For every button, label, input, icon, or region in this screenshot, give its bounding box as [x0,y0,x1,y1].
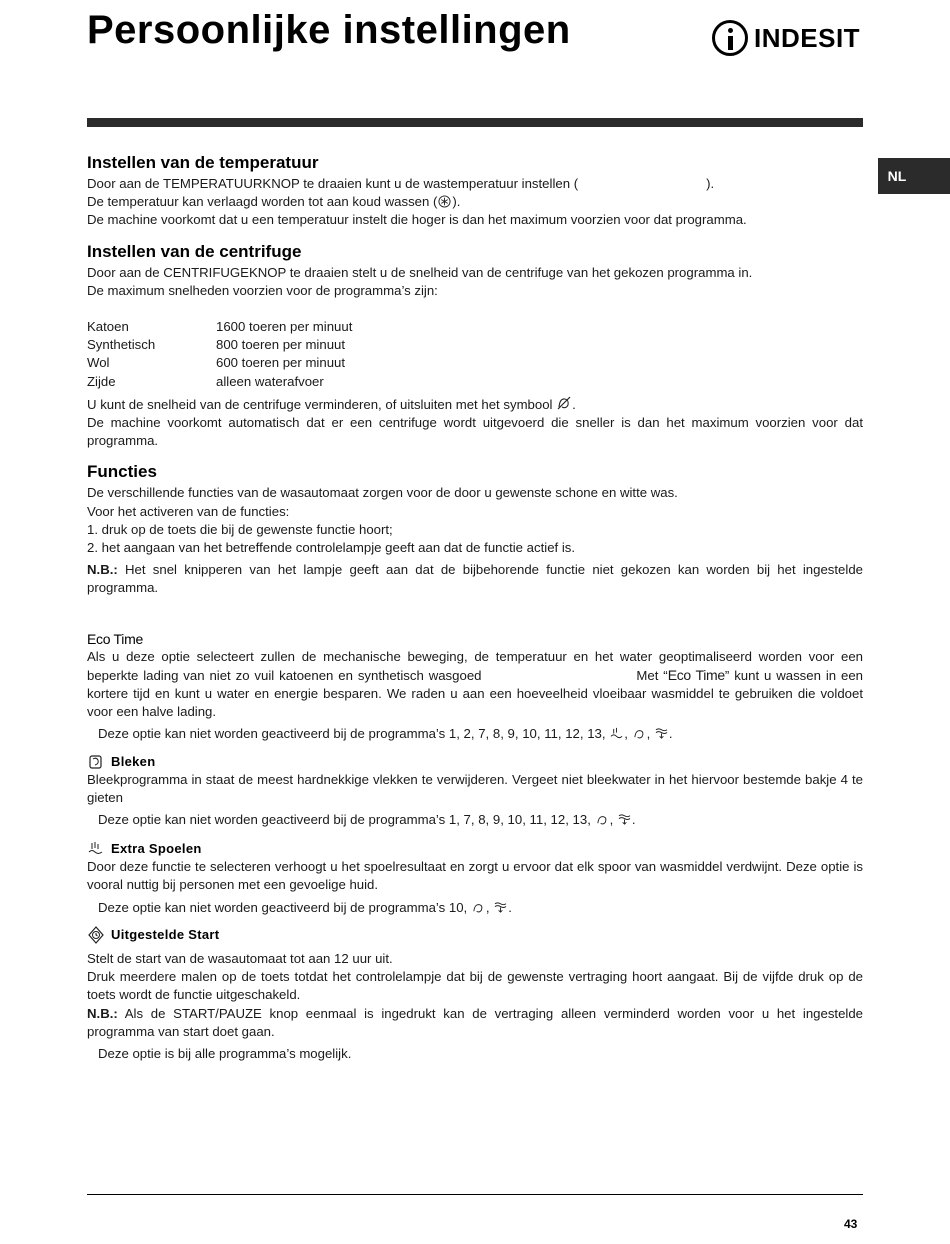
spoelen-note: Deze optie kan niet worden geactiveerd bij de programma’s 10, , . [98,899,512,915]
section-spoelen [87,840,863,917]
spoelen-heading: Extra Spoelen [87,840,863,858]
speed-name: Synthetisch [87,337,156,353]
bleach-icon [87,753,105,771]
start-availability: Deze optie is bij alle programma’s mogelijk. [98,1045,352,1061]
temperatuur-line-1: Door aan de TEMPERATUURKNOP te draaien kunt u de wastemperatuur instellen ( ). [87,176,715,191]
temperatuur-line-2: De temperatuur kan verlaagd worden tot aan koud wassen ( ). [87,194,461,210]
main-content [87,148,863,1063]
speed-name: Katoen [87,319,129,335]
start-note: N.B.: Als de START/PAUZE knop eenmaal is ingedrukt kan de vertraging alleen verminderd worden voor u het ingestelde programma van start doet gaan. [87,1005,864,1039]
extra-rinse-icon [87,840,105,858]
centrifuge-line-1: Door aan de CENTRIFUGEKNOP te draaien stelt u de snelheid van de centrifuge van het gekozen programma in. [87,264,753,280]
page-number: 43 [844,1217,858,1231]
centrifuge-heading: Instellen van de centrifuge [87,241,302,261]
ecotime-inline-logo: Eco Time [667,666,725,683]
functies-heading: Functies [87,462,157,482]
start-line-2: Druk meerdere malen op de toets totdat het controlelampje dat bij de gewenste vertraging hoort aangaat. Bij de vijfde druk op de toets wordt de functie uitgeschakeld. [87,969,863,1003]
centrifuge-line-2: De maximum snelheden voorzien voor de programma’s zijn: [87,282,438,298]
bleken-note: Deze optie kan niet worden geactiveerd bij de programma’s 1, 7, 8, 9, 10, 11, 12, 13, , . [98,812,636,828]
section-temperatuur [87,151,863,230]
ecotime-text: Als u deze optie selecteert zullen de mechanische beweging, de temperatuur en het water geoptimaliseerd worden voor een beperkte lading van niet zo vuil katoenen en synthetisch wasgoed Met “Eco Time” kunt u wassen in een kortere tijd en kunt u water en energie besparen. We raden u aan een hoeveelheid vloeibaar wasmiddel te gebruiken die voldoet voor een halve lading. [87,648,863,720]
brand-logo [712,20,860,56]
indesit-logo-icon [712,20,748,56]
cold-wash-icon [437,195,452,208]
speed-name: Zijde [87,373,116,389]
temperatuur-line-3: De machine voorkomt dat u een temperatuur instelt die hoger is dan het maximum voorzien voor dat programma. [87,212,747,228]
functies-line-2: Voor het activeren van de functies: [87,503,290,519]
section-centrifuge [87,240,863,451]
section-bleken [87,753,863,830]
speed-table [87,318,863,391]
centrifuge-line-4: De machine voorkomt automatisch dat er een centrifuge wordt uitgevoerd die sneller is dan het maximum voorzien voor dat programma. [87,415,863,449]
functies-line-1: De verschillende functies van de wasautomaat zorgen voor de door u gewenste schone en witte was. [87,485,678,501]
page-title: Persoonlijke instellingen [87,8,571,52]
rinse-program-icon [609,727,624,740]
section-functies [87,460,863,597]
spin-program-icon [632,727,647,740]
bleken-text: Bleekprogramma in staat de meest hardnekkige vlekken te verwijderen. Vergeet niet bleekwater in het hiervoor bestemde bakje 4 te gieten [87,771,863,805]
ecotime-heading [87,630,863,648]
ecotime-logo: Eco Time [87,630,143,647]
header-divider [87,118,863,127]
footer-divider [87,1194,863,1195]
functies-step-1: 1. druk op de toets die bij de gewenste functie hoort; [87,521,393,537]
spoelen-text: Door deze functie te selecteren verhoogt u het spoelresultaat en zorgt u ervoor dat elk spoor van wasmiddel verdwijnt. Deze optie is vooral nuttig bij personen met een gevoelige huid. [87,859,863,893]
spin-program-icon [595,813,610,826]
section-ecotime [87,630,863,744]
drain-program-icon [493,901,508,914]
no-spin-icon [556,395,572,411]
speed-value: 800 toeren per minuut [216,337,346,353]
functies-note: N.B.: Het snel knipperen van het lampje geeft aan dat de bijbehorende functie niet gekozen kan worden bij het ingestelde programma. [87,562,863,596]
temperatuur-heading: Instellen van de temperatuur [87,153,319,172]
start-heading: Uitgestelde Start [87,926,863,944]
bleken-heading: Bleken [87,753,863,771]
brand-name: INDESIT [754,22,861,53]
start-line-1: Stelt de start van de wasautomaat tot aan 12 uur uit. [87,950,393,966]
section-uitgestelde-start [87,926,863,1063]
speed-value: 600 toeren per minuut [216,355,346,371]
functies-step-2: 2. het aangaan van het betreffende controlelampje geeft aan dat de functie actief is. [87,540,576,556]
language-tab: NL [878,158,950,194]
delay-timer-icon [87,926,105,944]
speed-value: alleen waterafvoer [216,373,324,389]
ecotime-note: Deze optie kan niet worden geactiveerd bij de programma’s 1, 2, 7, 8, 9, 10, 11, 12, 13, , , . [98,726,673,742]
speed-value: 1600 toeren per minuut [216,319,353,335]
centrifuge-line-3: U kunt de snelheid van de centrifuge verminderen, of uitsluiten met het symbool . [87,396,576,412]
drain-program-icon [617,813,632,826]
spin-program-icon [471,901,486,914]
speed-name: Wol [87,355,110,371]
drain-program-icon [654,727,669,740]
